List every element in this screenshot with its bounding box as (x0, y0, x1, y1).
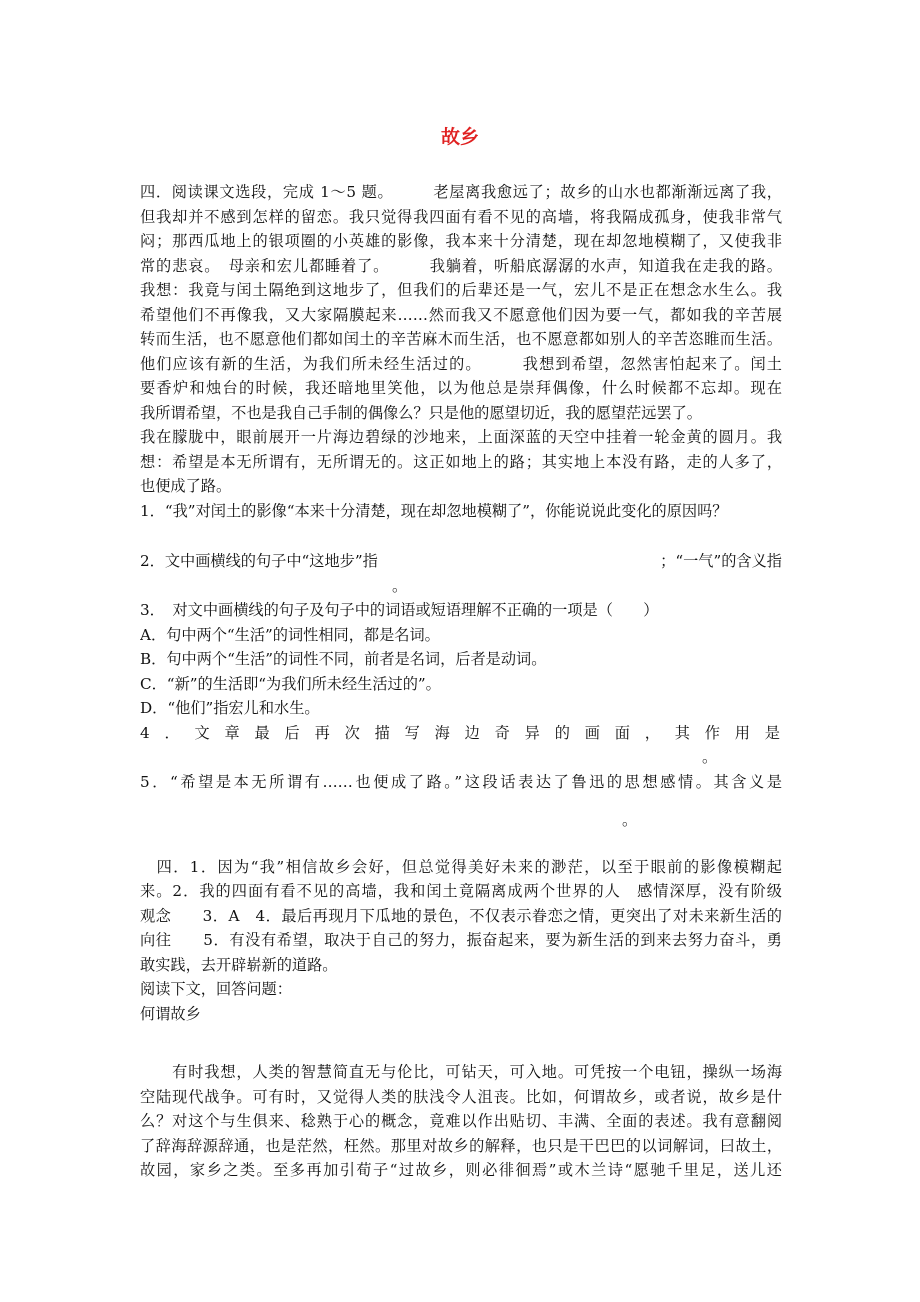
passage-line: 我想：我竟与闰土隔绝到这地步了，但我们的后辈还是一气，宏儿不是正在想念水生么。我 (140, 281, 782, 299)
answer-line: 观念 3．A 4．最后再现月下瓜地的景色，不仅表示眷恋之情，更突出了对未来新生活的 (140, 906, 782, 925)
answer-line: 向往 5．有没有希望，取决于自己的努力，振奋起来，要为新生活的到来去努力奋斗，勇 (140, 931, 782, 949)
passage-line: 他们应该有新的生活，为我们所未经生活过的。 我想到希望，忽然害怕起来了。闰土 (140, 354, 782, 373)
option-c: C．“新”的生活即“为我们所未经生活过的”。 (140, 674, 441, 693)
passage-line: 我所谓希望，不也是我自己手制的偶像么？只是他的愿望切近，我的愿望茫远罢了。 (140, 403, 702, 422)
question-5-end: 。 (622, 811, 638, 829)
question-4-end: 。 (702, 748, 718, 766)
option-d: D．“他们”指宏儿和水生。 (140, 699, 320, 717)
passage-line: 但我却并不感到怎样的留恋。我只觉得我四面有看不见的高墙，将我隔成孤身，使我非常气 (140, 207, 782, 226)
passage-line: 常的悲哀。 母亲和宏儿都睡着了。 我躺着，听船底潺潺的水声，知道我在走我的路。 (140, 256, 782, 275)
passage-line: 四．阅读课文选段，完成 1～5 题。 老屋离我愈远了；故乡的山水也都渐渐远离了我， (140, 183, 782, 201)
document-body (140, 180, 782, 1183)
answer-line: 四．1．因为“我”相信故乡会好，但总觉得美好未来的渺茫，以至于眼前的影像模糊起 (140, 857, 782, 876)
article-line: 了辞海辞源辞通，也是茫然，枉然。那里对故乡的解释，也只是干巴巴的以词解词，曰故土， (140, 1136, 782, 1155)
question-3: 3． 对文中画横线的句子及句子中的词语或短语理解不正确的一项是（ ） (140, 601, 659, 619)
passage-line: 闷；那西瓜地上的银项圈的小英雄的影像，我本来十分清楚，现在却忽地模糊了，又使我非 (140, 232, 782, 250)
article-line: 有时我想，人类的智慧简直无与伦比，可钻天，可入地。可凭按一个电钮，操纵一场海 (140, 1063, 782, 1081)
article-line: 么？对这个与生俱来、稔熟于心的概念，竟难以作出贴切、丰满、全面的表述。我有意翻阅 (140, 1112, 782, 1130)
answer-line: 敢实践，去开辟崭新的道路。 (140, 955, 338, 974)
article-title: 何谓故乡 (140, 1004, 201, 1023)
passage-line: 要香炉和烛台的时候，我还暗地里笑他，以为他总是崇拜偶像，什么时候都不忘却。现在 (140, 379, 782, 397)
question-5: 5．“希望是本无所谓有……也便成了路。”这段话表达了鲁迅的思想感情。其含义是 (140, 772, 782, 791)
question-2-end: 。 (392, 576, 408, 595)
article-body (140, 1060, 782, 1183)
question-2-text-second: ；“一气”的含义指 (660, 552, 782, 570)
reading-instruction: 阅读下文，回答问题： (140, 980, 292, 998)
question-1: 1．“我”对闰土的影像“本来十分清楚，现在却忽地模糊了”，你能说说此变化的原因吗？ (140, 501, 728, 520)
option-b: B．句中两个“生活”的词性不同，前者是名词，后者是动词。 (140, 650, 547, 668)
passage-line: 也便成了路。 (140, 477, 232, 495)
option-a: A．句中两个“生活”的词性相同，都是名词。 (140, 625, 440, 644)
document-title: 故乡 (440, 126, 479, 148)
reading-passage (140, 180, 782, 499)
answer-line: 来。2．我的四面有看不见的高墙，我和闰土竟隔离成两个世界的人 感情深厚，没有阶级 (140, 882, 782, 900)
passage-line: 我在朦胧中，眼前展开一片海边碧绿的沙地来，上面深蓝的天空中挂着一轮金黄的圆月。我 (140, 428, 782, 446)
question-2-text: 2．文中画横线的句子中“这地步”指 (140, 552, 378, 570)
passage-line: 转而生活，也不愿意他们都如闰土的辛苦麻木而生活，也不愿意都如别人的辛苦恣睢而生活。 (140, 330, 782, 348)
answer-key (140, 855, 782, 978)
passage-line: 希望他们不再像我，又大家隔膜起来……然而我又不愿意他们因为要一气，都如我的辛苦展 (140, 305, 782, 324)
article-line: 故园，家乡之类。至多再加引荀子“过故乡，则必徘徊焉”或木兰诗“愿驰千里足，送儿还 (140, 1161, 782, 1179)
passage-line: 想：希望是本无所谓有，无所谓无的。这正如地上的路；其实地上本没有路，走的人多了， (140, 452, 782, 471)
question-4: 4．文章最后再次描写海边奇异的画面，其作用是 (140, 723, 782, 742)
article-line: 空陆现代战争。可有时，又觉得人类的肤浅令人沮丧。比如，何谓故乡，或者说，故乡是什 (140, 1087, 782, 1106)
question-2 (140, 549, 782, 574)
